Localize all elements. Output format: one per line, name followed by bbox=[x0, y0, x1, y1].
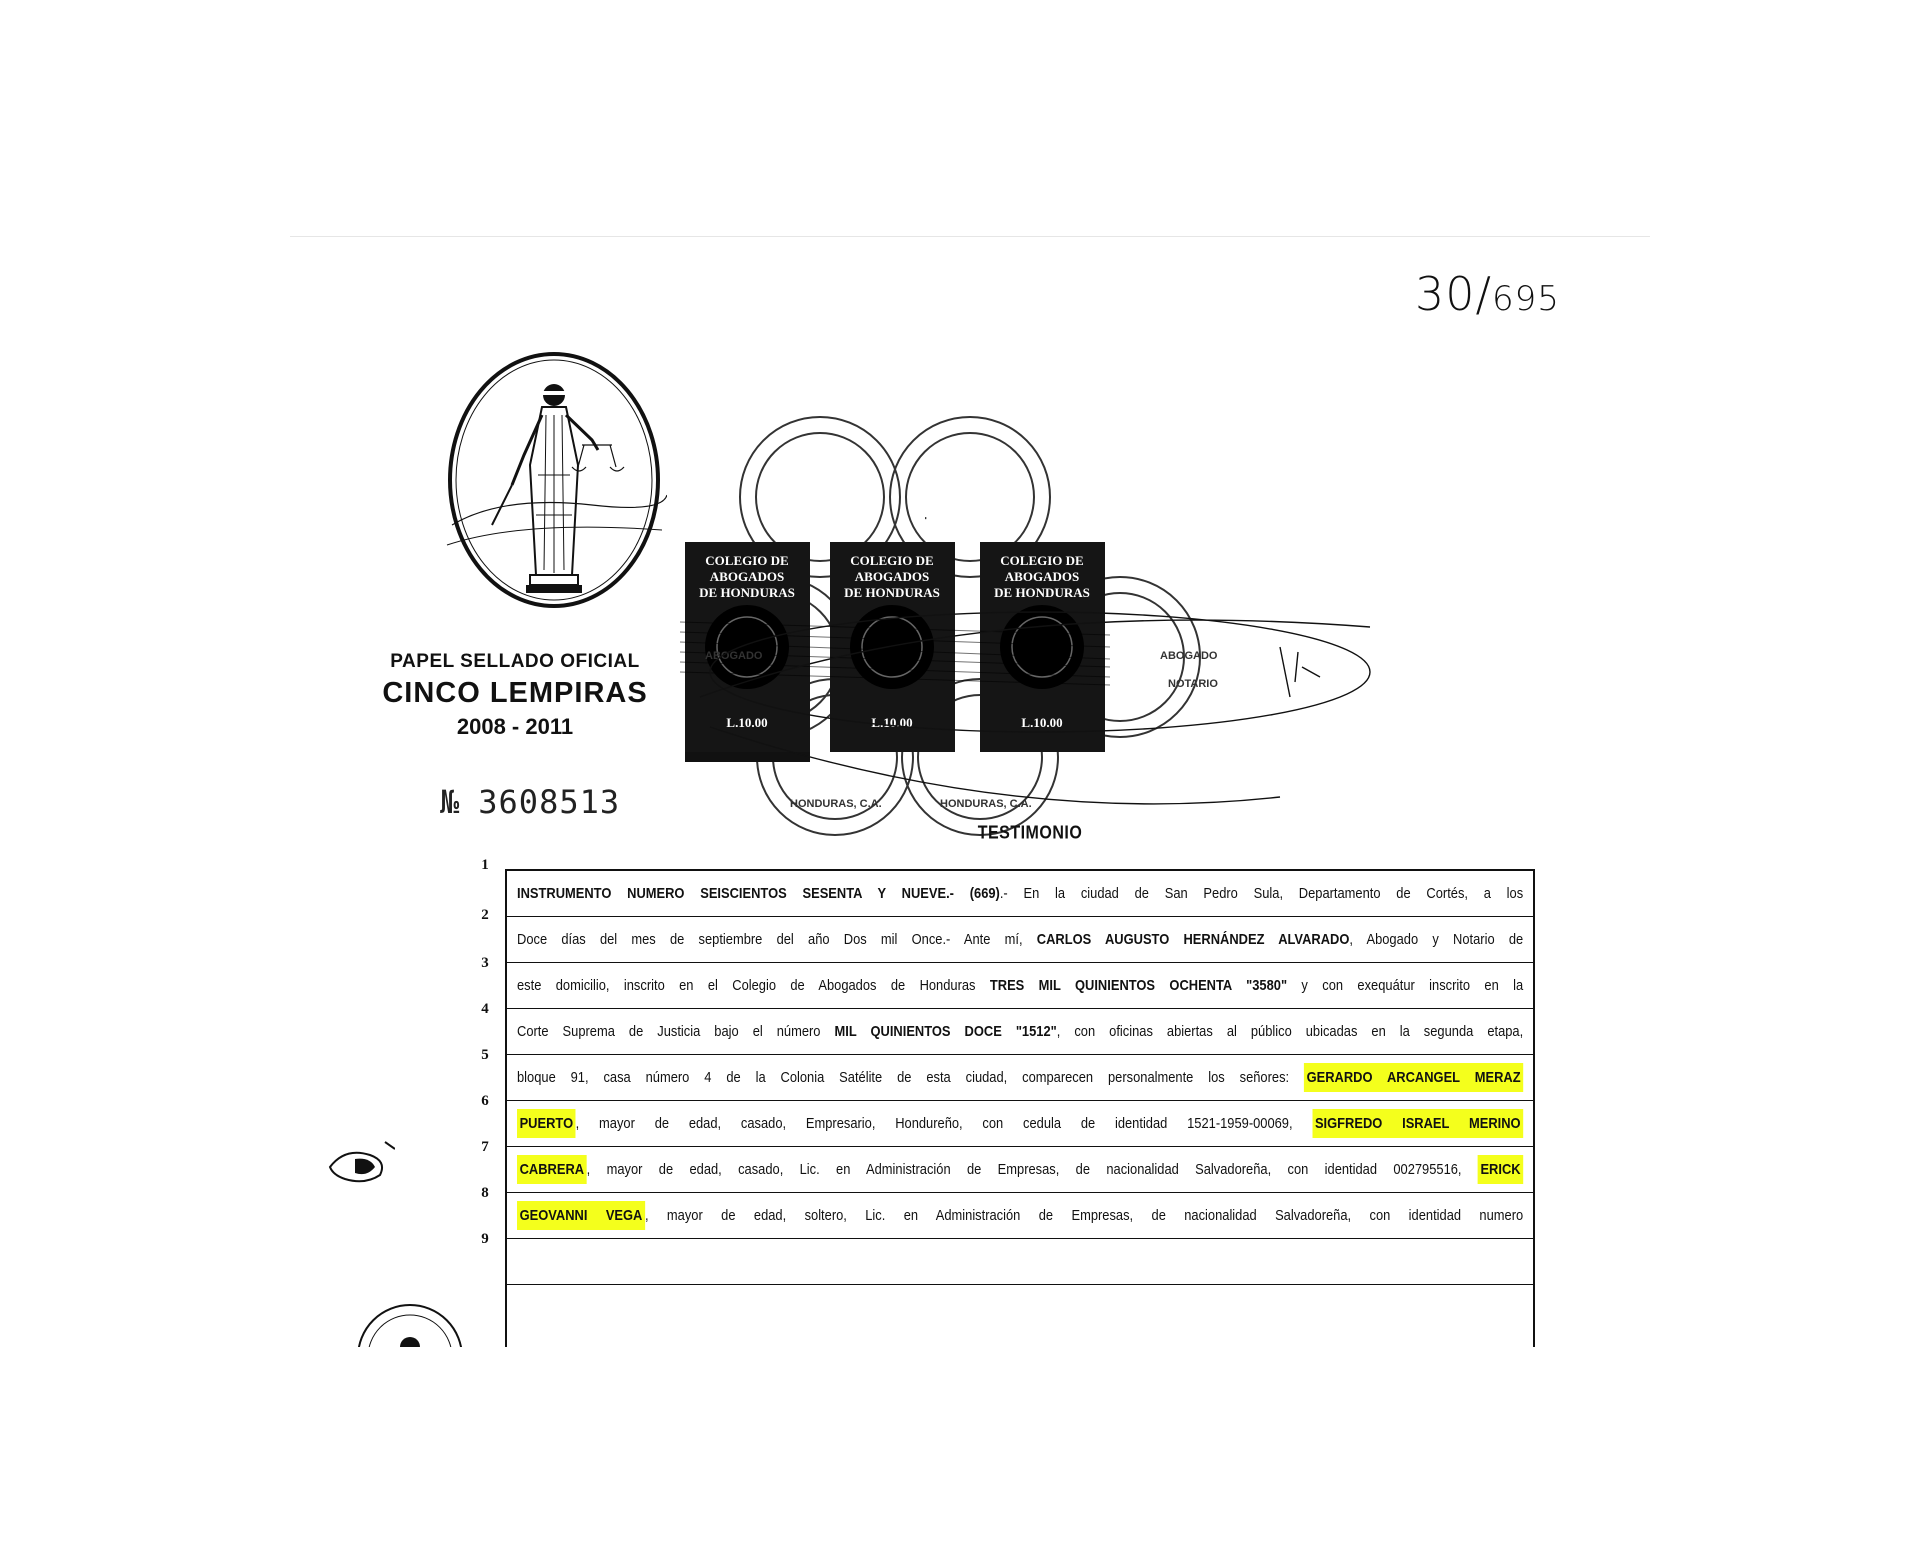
seal-word-abogado-right: ABOGADO bbox=[1160, 650, 1218, 662]
stamp-2-label-2: ABOGADOS bbox=[854, 569, 930, 584]
stamp-1-label-2: ABOGADOS bbox=[709, 569, 785, 584]
handwritten-ref-main: 30/ bbox=[1415, 267, 1493, 321]
line-number: 4 bbox=[481, 1001, 489, 1017]
stamp-3-label-1: COLEGIO DE bbox=[1000, 553, 1084, 568]
document-line-text bbox=[517, 1160, 1523, 1180]
document-line bbox=[507, 1055, 1533, 1101]
document-line bbox=[507, 963, 1533, 1009]
stamp-3-value: L.10.00 bbox=[1021, 715, 1063, 730]
serial-number-value: 3608513 bbox=[478, 783, 621, 821]
document-line bbox=[507, 1147, 1533, 1193]
highlighted-name: GERARDO ARCANGEL MERAZ bbox=[1304, 1063, 1523, 1092]
line-text: este domicilio, inscrito en el Colegio de Abogados de Honduras bbox=[517, 977, 990, 994]
document-line-text bbox=[517, 1206, 1523, 1226]
testimonio-text-box bbox=[505, 869, 1535, 1347]
document-heading: TESTIMONIO bbox=[977, 823, 1083, 844]
document-line-text bbox=[517, 1068, 1523, 1088]
line-text: , mayor de edad, casado, Empresario, Hondureño, con cedula de identidad 1521-1959-00069, bbox=[575, 1115, 1313, 1132]
line-number: 9 bbox=[481, 1231, 489, 1247]
document-line bbox=[507, 1101, 1533, 1147]
stamp-paper-years: 2008 - 2011 bbox=[456, 714, 574, 739]
line-text: Corte Suprema de Justicia bajo el número bbox=[517, 1023, 835, 1040]
document-line bbox=[507, 1009, 1533, 1055]
highlighted-name: PUERTO bbox=[517, 1109, 576, 1138]
line-text: .- En la ciudad de San Pedro Sula, Departamento de Cortés, a los bbox=[999, 885, 1524, 902]
document-line-text bbox=[517, 884, 1523, 904]
notary-stamps-group bbox=[680, 397, 1380, 837]
bold-text: INSTRUMENTO NUMERO SEISCIENTOS SESENTA Y NUEVE.- (669) bbox=[517, 885, 1000, 902]
stamp-1-value: L.10.00 bbox=[726, 715, 768, 730]
document-line-empty bbox=[507, 1239, 1533, 1285]
bold-text: TRES MIL QUINIENTOS OCHENTA "3580" bbox=[989, 977, 1288, 994]
stamp-2-label-3: DE HONDURAS bbox=[844, 585, 940, 600]
stamp-2-value: L.10.00 bbox=[871, 715, 913, 730]
line-number: 1 bbox=[481, 857, 489, 873]
stamp-2-label-1: COLEGIO DE bbox=[850, 553, 934, 568]
document-line-text bbox=[517, 1022, 1523, 1042]
stamp-3-label-2: ABOGADOS bbox=[1004, 569, 1080, 584]
document-line bbox=[507, 871, 1533, 917]
line-text: , con oficinas abiertas al público ubicadas en la segunda etapa, bbox=[1056, 1023, 1524, 1040]
line-number: 5 bbox=[481, 1047, 489, 1063]
bold-text: MIL QUINIENTOS DOCE "1512" bbox=[834, 1023, 1057, 1040]
line-text: Doce días del mes de septiembre del año Dos mil Once.- Ante mí, bbox=[517, 931, 1037, 948]
highlighted-name: CABRERA bbox=[517, 1155, 587, 1184]
line-text: bloque 91, casa número 4 de la Colonia Satélite de esta ciudad, comparecen personalmente los señores: bbox=[517, 1069, 1305, 1086]
highlighted-name: GEOVANNI VEGA bbox=[517, 1201, 645, 1230]
document-line bbox=[507, 1193, 1533, 1239]
line-text: , Abogado y Notario de bbox=[1349, 931, 1524, 948]
line-number: 3 bbox=[481, 955, 489, 971]
line-text: , mayor de edad, soltero, Lic. en Administración de Empresas, de nacionalidad Salvadoreña, con identidad numero bbox=[644, 1207, 1524, 1224]
seal-word-abogado: ABOGADO bbox=[705, 650, 763, 662]
stamp-1-label-3: DE HONDURAS bbox=[699, 585, 795, 600]
document-line bbox=[507, 917, 1533, 963]
serial-number bbox=[440, 783, 620, 821]
thumbprint-mark bbox=[325, 1137, 395, 1187]
stamp-1-label-1: COLEGIO DE bbox=[705, 553, 789, 568]
line-text: y con exequátur inscrito en la bbox=[1287, 977, 1524, 994]
notarial-document bbox=[290, 236, 1650, 1347]
lady-justice-emblem bbox=[442, 345, 667, 615]
document-line-text bbox=[517, 930, 1523, 950]
stamp-paper-label: PAPEL SELLADO OFICIAL bbox=[390, 651, 640, 672]
document-line-text bbox=[517, 976, 1523, 996]
handwritten-reference bbox=[1415, 267, 1560, 321]
line-number: 7 bbox=[481, 1139, 489, 1155]
line-number: 6 bbox=[481, 1093, 489, 1109]
partial-seal-bottom bbox=[350, 1297, 470, 1347]
stamp-1-tile bbox=[925, 517, 926, 519]
highlighted-name: ERICK bbox=[1478, 1155, 1523, 1184]
line-number: 8 bbox=[481, 1185, 489, 1201]
handwritten-ref-sub: 695 bbox=[1492, 279, 1560, 319]
seal-word-honduras-2: HONDURAS, C.A. bbox=[940, 798, 1032, 810]
seal-word-notario: NOTARIO bbox=[1168, 678, 1218, 690]
stamp-paper-value: CINCO LEMPIRAS bbox=[382, 677, 648, 709]
stamp-3-label-3: DE HONDURAS bbox=[994, 585, 1090, 600]
bold-text: CARLOS AUGUSTO HERNÁNDEZ ALVARADO bbox=[1036, 931, 1350, 948]
highlighted-name: SIGFREDO ISRAEL MERINO bbox=[1312, 1109, 1523, 1138]
line-text: , mayor de edad, casado, Lic. en Administración de Empresas, de nacionalidad Salvadoreña, con identidad 002795516, bbox=[586, 1161, 1478, 1178]
seal-word-honduras: HONDURAS, C.A. bbox=[790, 798, 882, 810]
document-line-text bbox=[517, 1114, 1523, 1134]
numero-symbol: № bbox=[440, 783, 461, 821]
line-number: 2 bbox=[481, 907, 489, 923]
